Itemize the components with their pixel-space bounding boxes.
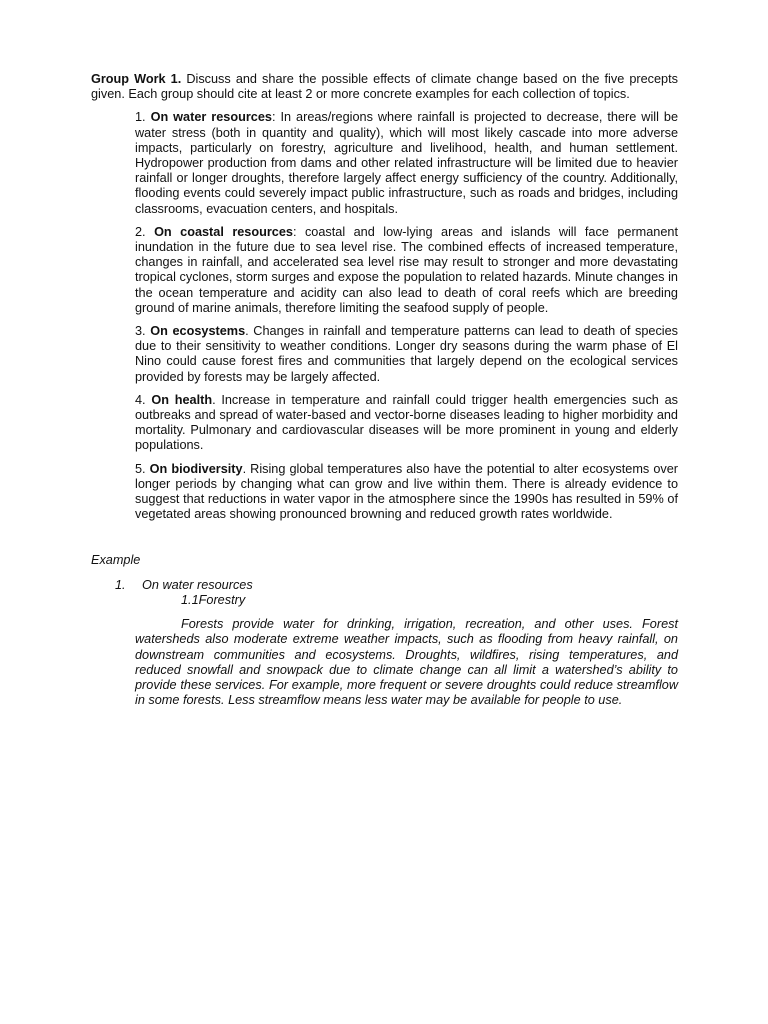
item-number: 4. bbox=[135, 392, 146, 407]
item-ecosystems bbox=[135, 324, 678, 385]
item-coastal-resources bbox=[135, 225, 678, 316]
item-water-resources bbox=[135, 110, 678, 216]
item-text: : In areas/regions where rainfall is projected to decrease, there will be water stress (both in quantity and quality), which will most likely cascade into more adverse impacts, particularly on forestry, agriculture and livelihood, health, and human settlement. Hydropower production from dams and other related infrastructure will be limited due to heavier rainfall or longer droughts, therefore largely affect energy sufficiency of the country. Additionally, flooding events could severely impact public infrastructure, such as roads and bridges, including classrooms, evacuation centers, and hospitals. bbox=[135, 110, 678, 216]
example-list-label: On water resources bbox=[142, 577, 253, 592]
item-title: On water resources bbox=[150, 110, 272, 125]
intro-text: Discuss and share the possible effects of climate change based on the five precepts given. Each group should cite at least 2 or more concrete examples for each collection of topics. bbox=[91, 72, 678, 102]
intro-paragraph bbox=[91, 72, 678, 102]
item-number: 5. bbox=[135, 461, 146, 476]
item-text: : coastal and low-lying areas and islands will face permanent inundation in the future due to sea level rise. The combined effects of increased temperature, changes in rainfall, and accelerated sea level rise may result to stronger and more devastating tropical cyclones, storm surges and expose the population to related hazards. Minute changes in the ocean temperature and acidity can also lead to death of coral reefs which are breeding ground of marine animals, therefore limiting the seafood supply of people. bbox=[135, 224, 678, 315]
item-title: On health bbox=[151, 392, 213, 407]
item-number: 3. bbox=[135, 324, 146, 339]
item-health bbox=[135, 393, 678, 454]
item-title: On coastal resources bbox=[154, 224, 293, 239]
item-title: On biodiversity bbox=[149, 461, 243, 476]
item-number: 1. bbox=[135, 110, 146, 125]
example-heading: Example bbox=[91, 553, 141, 568]
example-list-number: 1. bbox=[115, 577, 126, 592]
item-title: On ecosystems bbox=[150, 324, 246, 339]
example-list-item bbox=[115, 578, 678, 593]
item-text: . Rising global temperatures also have the potential to alter ecosystems over longer periods by changing what can grow and live within them. There is already evidence to suggest that reductions in water vapor in the atmosphere since the 1990s has resulted in 59% of vegetated areas showing pronounced browning and reduced growth rates worldwide. bbox=[135, 461, 678, 522]
document-page bbox=[91, 72, 678, 708]
item-number: 2. bbox=[135, 224, 146, 239]
example-paragraph: Forests provide water for drinking, irrigation, recreation, and other uses. Forest watersheds also moderate extreme weather impacts, such as flooding from heavy rainfall, on downstream communities and ecosystems. Droughts, wildfires, rising temperatures, and reduced snowfall and snowpack due to climate change can all limit a watershed’s ability to provide these services. For example, more frequent or severe droughts could reduce streamflow in some forests. Less streamflow means less water may be available for people to use. bbox=[135, 617, 678, 708]
item-text: . Increase in temperature and rainfall could trigger health emergencies such as outbreaks and spread of water-based and vector-borne diseases leading to higher morbidity and mortality. Pulmonary and cardiovascular diseases will be more prominent in young and elderly populations. bbox=[135, 392, 678, 453]
item-text: . Changes in rainfall and temperature patterns can lead to death of species due to their sensitivity to weather conditions. Longer dry seasons during the warm phase of El Nino could cause forest fires and communities that largely depend on the ecological services provided by forests may be largely affected. bbox=[135, 324, 679, 384]
item-biodiversity bbox=[135, 462, 678, 523]
example-sub-label: 1.1Forestry bbox=[181, 592, 246, 607]
intro-heading: Group Work 1. bbox=[91, 72, 182, 86]
